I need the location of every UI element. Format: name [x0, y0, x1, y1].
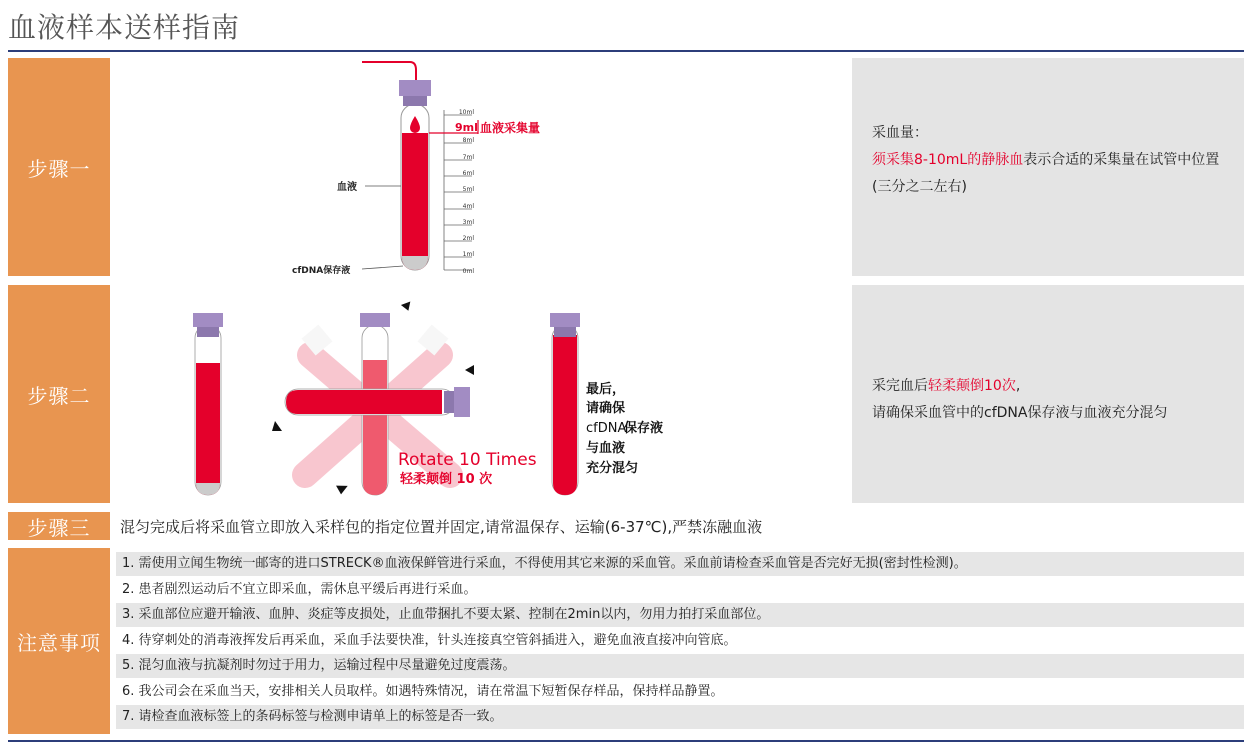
- scale-mark: 10ml: [458, 109, 474, 116]
- nine-ml-label: 9ml: [455, 121, 478, 134]
- needle-line: [362, 62, 416, 80]
- rotate-arrow-icon: [401, 302, 413, 313]
- note-item: 6. 我公司会在采血当天，安排相关人员取样。如遇特殊情况，请在常温下短暂保存样品，保持样品静置。: [122, 683, 724, 699]
- notes-list: [116, 552, 1244, 731]
- step2-desc-line1: [872, 373, 1234, 400]
- step1-desc-highlight: 须采集8-10mL的静脉血: [872, 152, 1024, 168]
- note-item: 7. 请检查血液标签上的条码标签与检测申请单上的标签是否一致。: [116, 705, 1244, 729]
- rotate-text-cn: 轻柔颠倒 10 次: [400, 472, 493, 487]
- final-line-4: 与血液: [586, 441, 626, 456]
- scale-mark: 7ml: [462, 154, 474, 161]
- blood-callout: 血液: [337, 182, 357, 193]
- tube-horizontal: [285, 387, 470, 417]
- step3-label: 步骤三: [8, 512, 110, 540]
- preservative-fill: [402, 256, 428, 270]
- step2-desc-a: 采完血后: [872, 378, 928, 394]
- page-title: 血液样本送样指南: [8, 11, 241, 44]
- step3-text: 混匀完成后将采血管立即放入采样包的指定位置并固定,请常温保存、运输(6-37℃),严禁冻融血液: [120, 518, 763, 536]
- final-line-3a: cfDNA: [586, 421, 627, 436]
- tube-cap: [399, 80, 431, 96]
- note-item: 2. 患者剧烈运动后不宜立即采血，需休息平缓后再进行采血。: [122, 581, 477, 597]
- step2-desc-highlight: 轻柔颠倒10次: [928, 378, 1016, 394]
- blood-fill: [402, 133, 428, 270]
- step1-diagram: [110, 58, 852, 276]
- note-item: 3. 采血部位应避开输液、血肿、炎症等皮损处，止血带捆扎不要太紧、控制在2min以内，勿用力拍打采血部位。: [116, 603, 1244, 627]
- rotate-arrow-icon: [465, 365, 474, 375]
- notes-label: 注意事项: [8, 548, 110, 734]
- scale-mark: 6ml: [462, 170, 474, 177]
- scale-mark: 0ml: [462, 268, 474, 275]
- scale-mark: 2ml: [462, 235, 474, 242]
- scale-mark: 4ml: [462, 203, 474, 210]
- volume-callout: 血液采集量: [480, 121, 541, 135]
- note-item: 4. 待穿刺处的消毒液挥发后再采血，采血手法要快准，针头连接真空管斜插进入，避免血液直接冲向管底。: [122, 632, 737, 648]
- step1-desc-title: 采血量：: [872, 125, 928, 141]
- note-item: 1. 需使用立闻生物统一邮寄的进口STRECK®血液保鲜管进行采血，不得使用其它来源的采血管。采血前请检查采血管是否完好无损(密封性检测)。: [116, 552, 1244, 576]
- final-line-1: 最后，: [586, 382, 626, 397]
- rotate-arrow-icon: [272, 421, 282, 431]
- step1-desc-rest: 表示合适的采集量在试管中位置(三分之二左右): [872, 152, 1220, 195]
- scale-mark: 3ml: [462, 219, 474, 226]
- preservative-callout: cfDNA保存液: [292, 266, 351, 276]
- step1-desc-body: [872, 147, 1234, 201]
- step2-label: 步骤二: [8, 285, 110, 503]
- step1-description-panel: [852, 58, 1244, 276]
- tube-upright-right: [550, 313, 580, 495]
- scale-mark: 5ml: [462, 186, 474, 193]
- final-line-5: 充分混匀: [586, 461, 639, 476]
- step2-diagram: [110, 285, 852, 503]
- step2-desc-line2: 请确保采血管中的cfDNA保存液与血液充分混匀: [872, 405, 1168, 421]
- tube-cap-inner: [403, 96, 427, 106]
- rotate-arrow-icon: [336, 481, 350, 495]
- note-item: 5. 混匀血液与抗凝剂时勿过于用力，运输过程中尽量避免过度震荡。: [116, 654, 1244, 678]
- title-divider: [8, 50, 1244, 52]
- rotate-text-en: Rotate 10 Times: [398, 450, 537, 470]
- scale-mark: 1ml: [462, 251, 474, 258]
- final-line-2: 请确保: [586, 401, 626, 416]
- tube-upright-left: [193, 313, 223, 495]
- step2-description-panel: [852, 285, 1244, 503]
- scale-mark: 8ml: [462, 137, 474, 144]
- step2-desc-b: ,: [1015, 378, 1021, 394]
- bottom-divider: [8, 740, 1244, 742]
- mixing-diagram: [110, 285, 852, 503]
- blood-tube-diagram: [110, 58, 852, 276]
- final-line-3b: 保存液: [624, 421, 664, 436]
- step1-label: 步骤一: [8, 58, 110, 276]
